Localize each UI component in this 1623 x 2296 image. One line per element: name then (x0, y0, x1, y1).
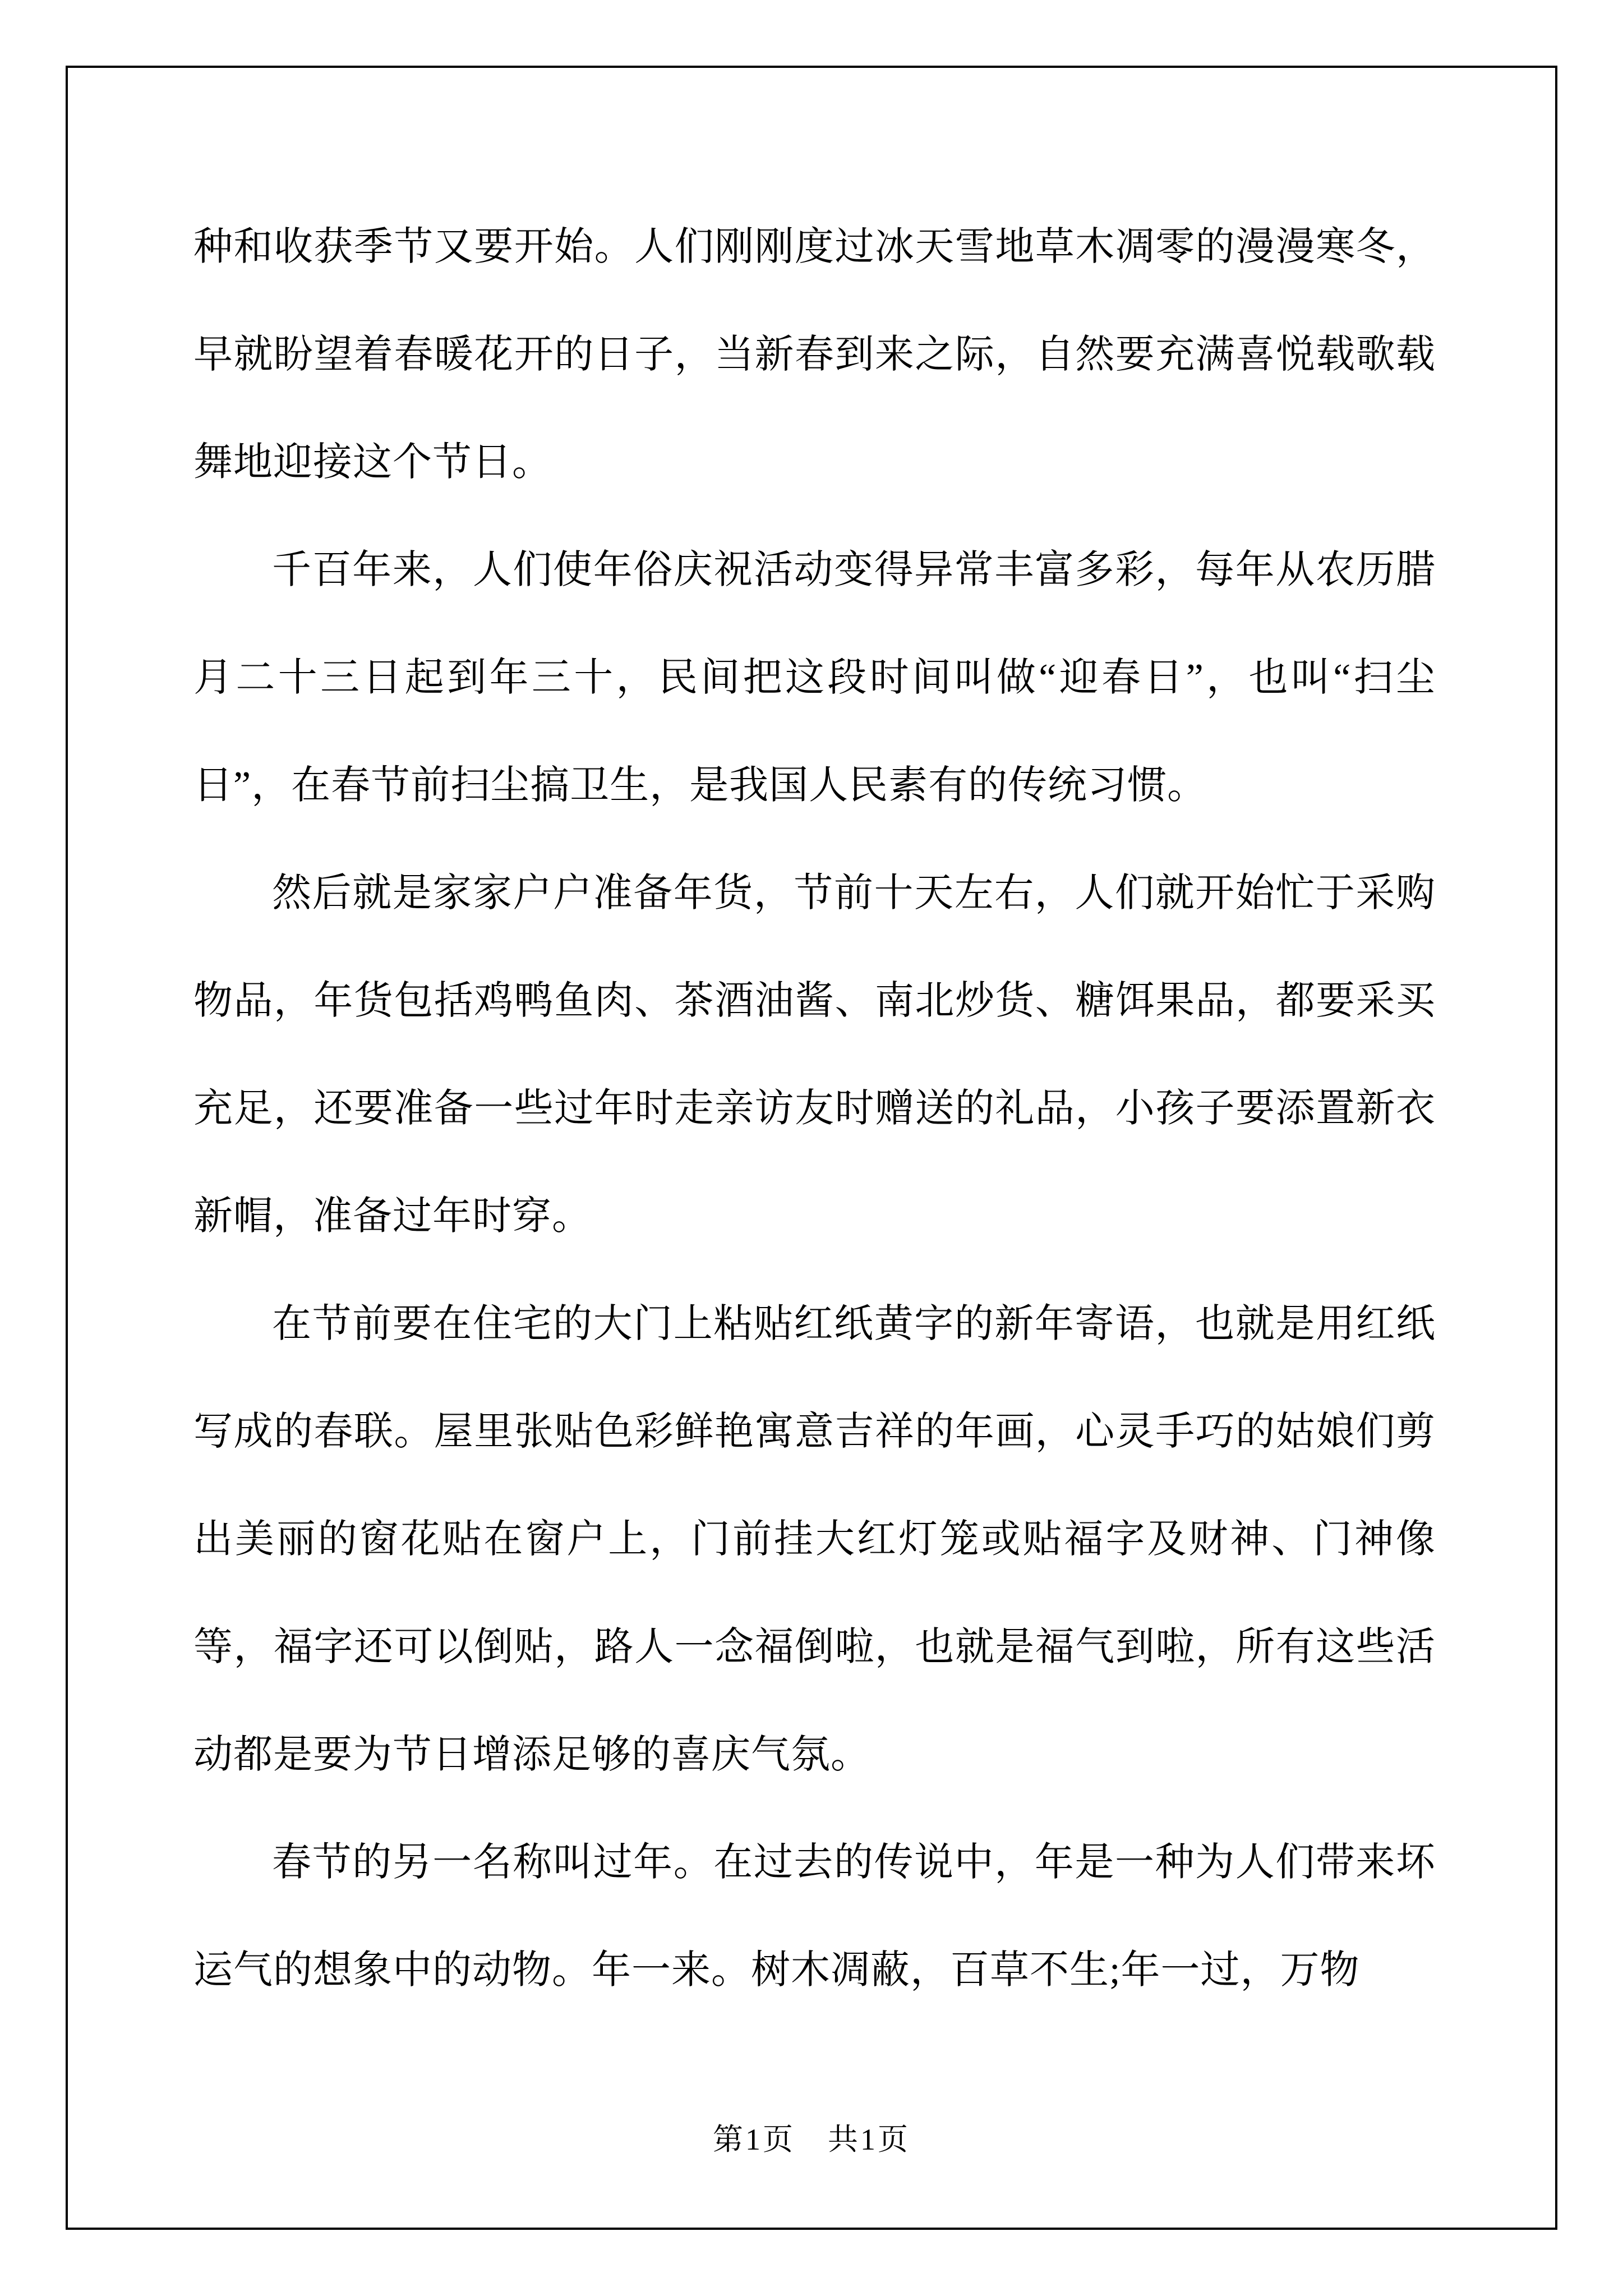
document-body (193, 194, 1436, 2024)
paragraph: 然后就是家家户户准备年货，节前十天左右，人们就开始忙于采购物品，年货包括鸡鸭鱼肉、茶酒油酱、南北炒货、糖饵果品，都要采买充足，还要准备一些过年时走亲访友时赠送的礼品，小孩子要添置新衣新帽，准备过年时穿。 (193, 872, 1436, 1238)
paragraph: 春节的另一名称叫过年。在过去的传说中，年是一种为人们带来坏运气的想象中的动物。年一来。树木凋蔽，百草不生;年一过，万物 (193, 1841, 1436, 1992)
paragraph: 在节前要在住宅的大门上粘贴红纸黄字的新年寄语，也就是用红纸写成的春联。屋里张贴色彩鲜艳寓意吉祥的年画，心灵手巧的姑娘们剪出美丽的窗花贴在窗户上，门前挂大红灯笼或贴福字及财神、门神像等，福字还可以倒贴，路人一念福倒啦，也就是福气到啦，所有这些活动都是要为节日增添足够的喜庆气氛。 (193, 1303, 1436, 1777)
paragraph: 种和收获季节又要开始。人们刚刚度过冰天雪地草木凋零的漫漫寒冬，早就盼望着春暖花开的日子，当新春到来之际，自然要充满喜悦载歌载舞地迎接这个节日。 (193, 226, 1436, 484)
paragraph: 千百年来，人们使年俗庆祝活动变得异常丰富多彩，每年从农历腊月二十三日起到年三十，民间把这段时间叫做“迎春日”，也叫“扫尘日”，在春节前扫尘搞卫生，是我国人民素有的传统习惯。 (193, 549, 1436, 807)
page-border-frame (66, 66, 1557, 2230)
page-footer (68, 2120, 1555, 2159)
page-number-indicator: 第1页 共1页 (713, 2123, 910, 2156)
